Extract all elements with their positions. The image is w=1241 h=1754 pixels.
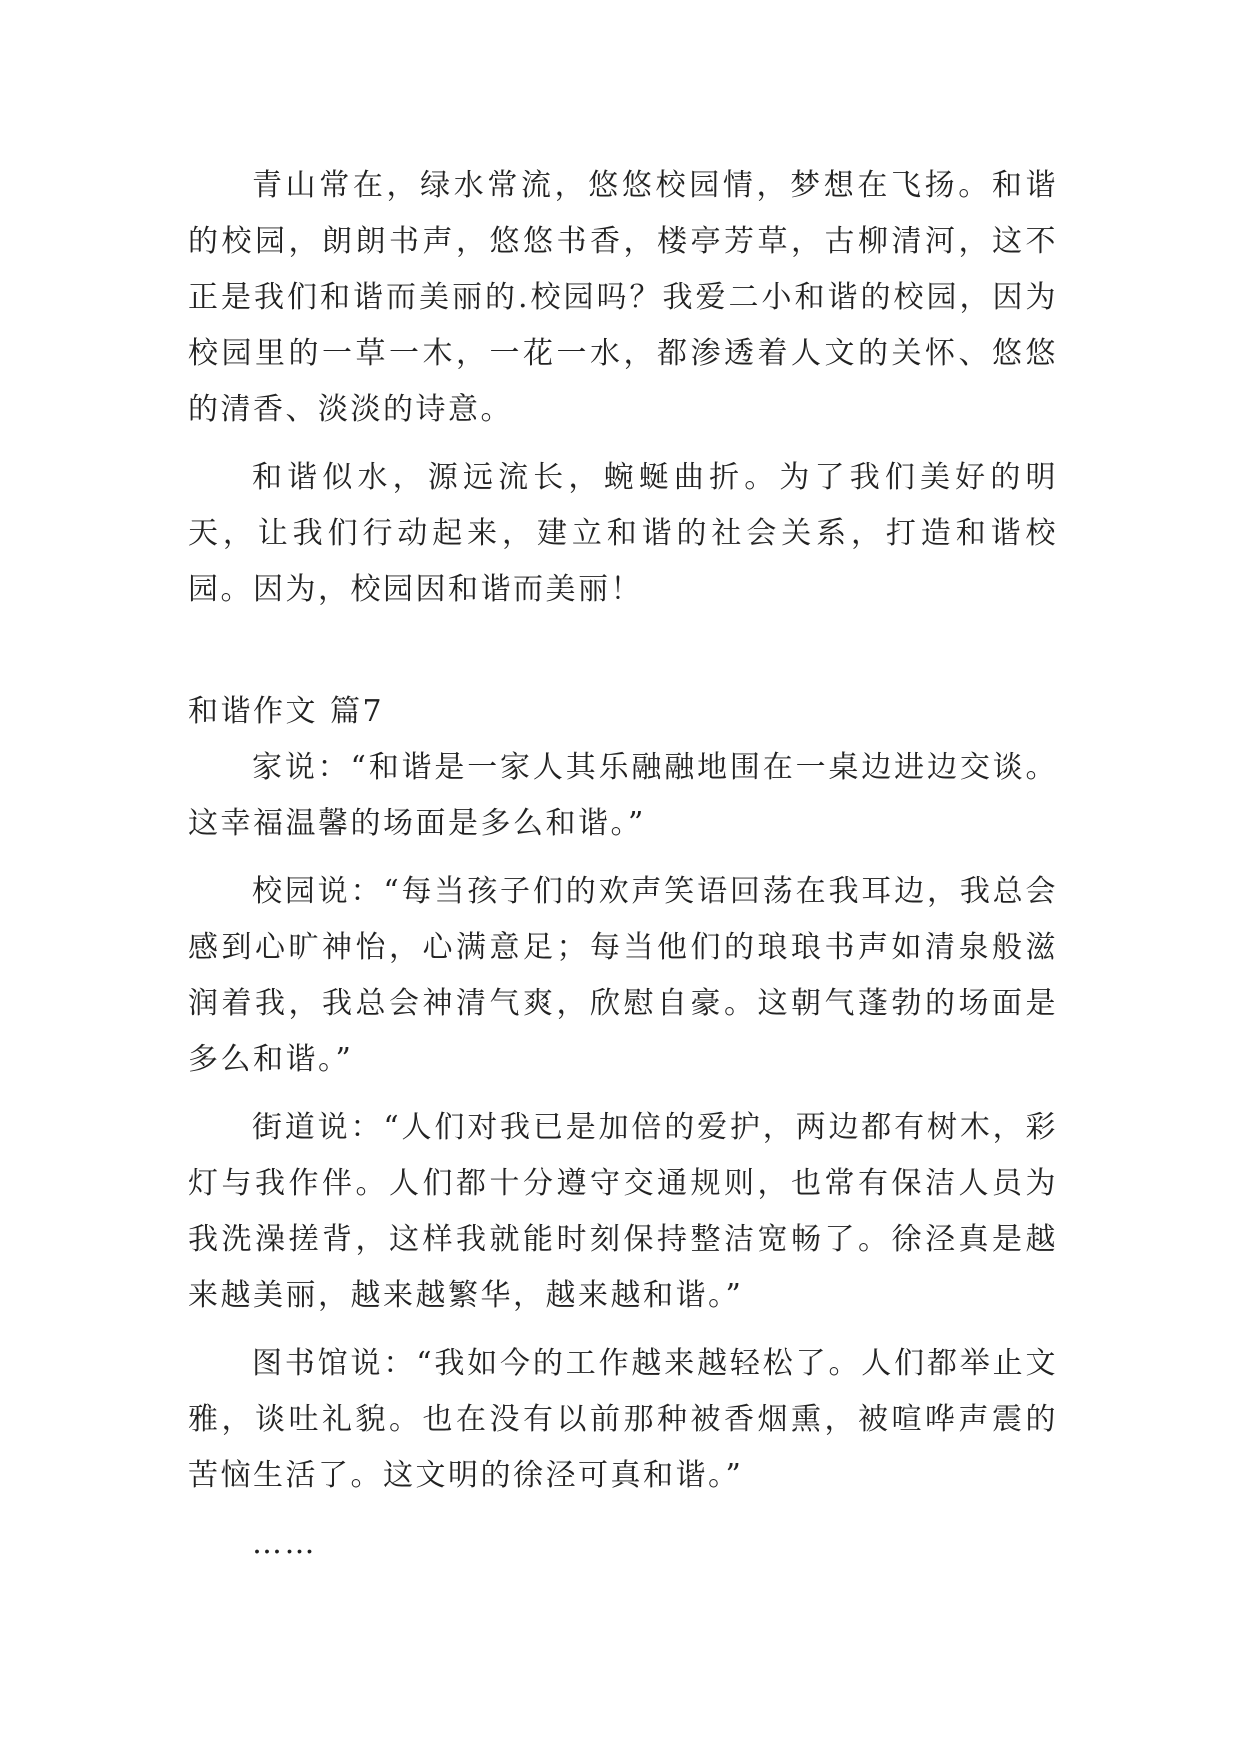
paragraph-campus: 青山常在，绿水常流，悠悠校园情，梦想在飞扬。和谐的校园，朗朗书声，悠悠书香，楼亭芳草，古柳清河，这不正是我们和谐而美丽的.校园吗？我爱二小和谐的校园，因为校园里的一草一木，一花一水，都渗透着人文的关怀、悠悠的清香、淡淡的诗意。 <box>188 168 1058 427</box>
paragraph-home: 家说：“和谐是一家人其乐融融地围在一桌边进边交谈。这幸福温馨的场面是多么和谐。” <box>188 750 1058 841</box>
paragraph-library: 图书馆说：“我如今的工作越来越轻松了。人们都举止文雅，谈吐礼貌。也在没有以前那种被香烟熏，被喧哗声震的苦恼生活了。这文明的徐泾可真和谐。” <box>188 1346 1058 1493</box>
paragraph-harmony-water: 和谐似水，源远流长，蜿蜒曲折。为了我们美好的明天，让我们行动起来，建立和谐的社会关系，打造和谐校园。因为，校园因和谐而美丽！ <box>188 460 1058 607</box>
ellipsis: …… <box>252 1526 317 1561</box>
paragraph-school: 校园说：“每当孩子们的欢声笑语回荡在我耳边，我总会感到心旷神怡，心满意足；每当他们的琅琅书声如清泉般滋润着我，我总会神清气爽，欣慰自豪。这朝气蓬勃的场面是多么和谐。” <box>188 874 1058 1077</box>
section-title: 和谐作文 篇7 <box>188 694 385 729</box>
document-body <box>188 158 1058 1572</box>
paragraph-street: 街道说：“人们对我已是加倍的爱护，两边都有树木，彩灯与我作伴。人们都十分遵守交通规则，也常有保洁人员为我洗澡搓背，这样我就能时刻保持整洁宽畅了。徐泾真是越来越美丽，越来越繁华，越来越和谐。” <box>188 1110 1058 1313</box>
